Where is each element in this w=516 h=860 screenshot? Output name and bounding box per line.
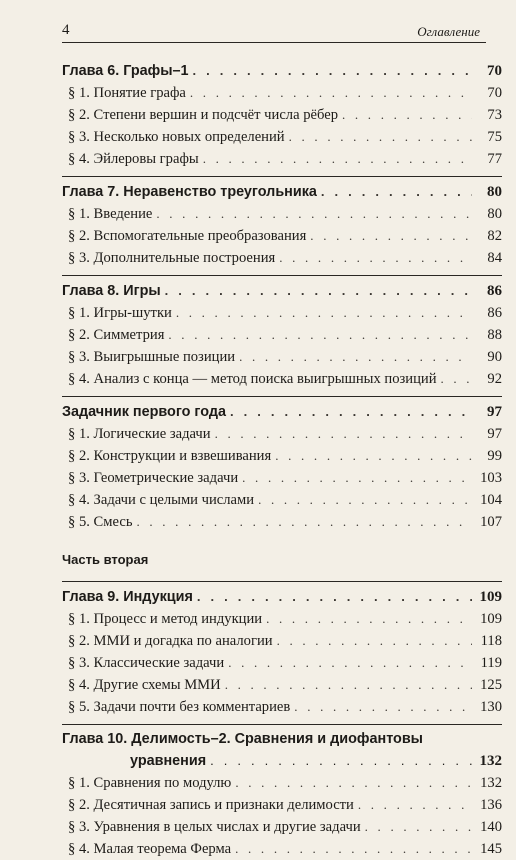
- section-page: 119: [480, 655, 502, 671]
- section-page: 136: [480, 797, 502, 813]
- toc-chapter-6[interactable]: [62, 60, 502, 82]
- chapter-divider: [62, 275, 502, 276]
- dot-leader: [203, 148, 472, 170]
- chapter-title-line-1: Глава 10. Делимость–2. Сравнения и диофантовы: [62, 731, 423, 747]
- section-page: 125: [480, 677, 502, 693]
- dot-leader: [242, 467, 472, 489]
- toc-section[interactable]: [62, 630, 502, 652]
- toc-chapter-9[interactable]: [62, 586, 502, 608]
- toc-section[interactable]: [62, 104, 502, 126]
- dot-leader: [365, 816, 472, 838]
- section-title: § 2. ММИ и догадка по аналогии: [68, 633, 273, 649]
- dot-leader: [294, 696, 472, 718]
- dot-leader: [275, 445, 472, 467]
- section-title: § 1. Процесс и метод индукции: [68, 611, 263, 627]
- section-title: § 2. Десятичная запись и признаки делимости: [68, 797, 354, 813]
- dot-leader: [230, 401, 472, 423]
- chapter-page: 132: [479, 753, 502, 769]
- chapter-divider: [62, 396, 502, 397]
- chapter-divider: [62, 581, 502, 582]
- chapter-divider: [62, 724, 502, 725]
- toc-chapter-10[interactable]: [62, 729, 502, 772]
- toc-section[interactable]: [62, 674, 502, 696]
- section-page: 92: [487, 371, 502, 387]
- chapter-page: 86: [487, 283, 502, 299]
- section-title: § 3. Классические задачи: [68, 655, 225, 671]
- toc-section[interactable]: [62, 247, 502, 269]
- chapter-title: Глава 6. Графы–1: [62, 63, 189, 79]
- toc-section[interactable]: [62, 838, 502, 860]
- section-title: § 4. Малая теорема Ферма: [68, 841, 232, 857]
- section-title: § 1. Логические задачи: [68, 426, 211, 442]
- section-page: 103: [480, 470, 502, 486]
- section-title: § 2. Степени вершин и подсчёт числа рёбер: [68, 107, 338, 123]
- part-heading: Часть вторая: [62, 552, 149, 567]
- toc-chapter-7[interactable]: [62, 181, 502, 203]
- toc-section[interactable]: [62, 467, 502, 489]
- toc-section[interactable]: [62, 203, 502, 225]
- dot-leader: [310, 225, 472, 247]
- toc-section[interactable]: [62, 324, 502, 346]
- section-title: § 1. Игры-шутки: [68, 305, 172, 321]
- dot-leader: [228, 652, 472, 674]
- section-title: § 4. Задачи с целыми числами: [68, 492, 255, 508]
- chapter-title: Задачник первого года: [62, 404, 226, 420]
- section-title: § 1. Сравнения по модулю: [68, 775, 232, 791]
- page-number: 4: [62, 22, 70, 38]
- dot-leader: [289, 126, 472, 148]
- section-page: 130: [480, 699, 502, 715]
- toc-section[interactable]: [62, 346, 502, 368]
- toc-section[interactable]: [62, 445, 502, 467]
- dot-leader: [235, 838, 472, 860]
- section-title: § 5. Задачи почти без комментариев: [68, 699, 291, 715]
- page-header: [62, 22, 486, 43]
- running-title: Оглавление: [417, 24, 480, 39]
- chapter-page: 109: [479, 589, 502, 605]
- section-title: § 4. Эйлеровы графы: [68, 151, 199, 167]
- dot-leader: [215, 423, 472, 445]
- toc-section[interactable]: [62, 794, 502, 816]
- section-page: 70: [487, 85, 502, 101]
- section-title: § 2. Конструкции и взвешивания: [68, 448, 272, 464]
- section-title: § 3. Дополнительные построения: [68, 250, 276, 266]
- dot-leader: [136, 511, 472, 533]
- section-page: 145: [480, 841, 502, 857]
- chapter-title: Глава 8. Игры: [62, 283, 161, 299]
- section-page: 99: [487, 448, 502, 464]
- toc-section[interactable]: [62, 511, 502, 533]
- toc-section[interactable]: [62, 368, 502, 390]
- dot-leader: [197, 586, 472, 608]
- dot-leader: [225, 674, 472, 696]
- section-page: 84: [487, 250, 502, 266]
- section-page: 118: [480, 633, 502, 649]
- toc-section[interactable]: [62, 148, 502, 170]
- dot-leader: [239, 346, 472, 368]
- section-page: 90: [487, 349, 502, 365]
- dot-leader: [358, 794, 472, 816]
- chapter-divider: [62, 176, 502, 177]
- dot-leader: [321, 181, 472, 203]
- section-page: 140: [480, 819, 502, 835]
- section-page: 86: [487, 305, 502, 321]
- dot-leader: [235, 772, 472, 794]
- section-page: 77: [487, 151, 502, 167]
- dot-leader: [193, 60, 472, 82]
- chapter-page: 80: [487, 184, 502, 200]
- section-page: 82: [487, 228, 502, 244]
- dot-leader: [266, 608, 472, 630]
- section-page: 75: [487, 129, 502, 145]
- toc-section[interactable]: [62, 772, 502, 794]
- toc-section[interactable]: [62, 423, 502, 445]
- dot-leader: [277, 630, 472, 652]
- section-page: 109: [480, 611, 502, 627]
- section-title: § 5. Смесь: [68, 514, 133, 530]
- chapter-page: 97: [487, 404, 502, 420]
- dot-leader: [210, 750, 472, 771]
- section-title: § 4. Анализ с конца — метод поиска выигрышных позиций: [68, 371, 437, 387]
- section-title: § 3. Несколько новых определений: [68, 129, 285, 145]
- section-page: 88: [487, 327, 502, 343]
- toc-section[interactable]: [62, 225, 502, 247]
- toc-section[interactable]: [62, 608, 502, 630]
- toc-section[interactable]: [62, 302, 502, 324]
- toc-section[interactable]: [62, 816, 502, 838]
- toc-problem-book[interactable]: [62, 401, 502, 423]
- section-page: 80: [487, 206, 502, 222]
- section-page: 97: [487, 426, 502, 442]
- section-title: § 1. Введение: [68, 206, 153, 222]
- section-page: 132: [480, 775, 502, 791]
- dot-leader: [190, 82, 472, 104]
- section-page: 73: [487, 107, 502, 123]
- dot-leader: [258, 489, 472, 511]
- toc-section[interactable]: [62, 696, 502, 718]
- section-title: § 2. Симметрия: [68, 327, 165, 343]
- chapter-title: Глава 9. Индукция: [62, 589, 193, 605]
- toc-section[interactable]: [62, 126, 502, 148]
- section-title: § 3. Уравнения в целых числах и другие задачи: [68, 819, 361, 835]
- dot-leader: [279, 247, 472, 269]
- table-of-contents: [62, 60, 502, 860]
- dot-leader: [168, 324, 472, 346]
- toc-chapter-8[interactable]: [62, 280, 502, 302]
- chapter-page: 70: [487, 63, 502, 79]
- toc-section[interactable]: [62, 652, 502, 674]
- toc-section[interactable]: [62, 82, 502, 104]
- dot-leader: [156, 203, 472, 225]
- section-page: 104: [480, 492, 502, 508]
- dot-leader: [441, 368, 473, 390]
- chapter-title: Глава 7. Неравенство треугольника: [62, 184, 317, 200]
- chapter-title-line-2: уравнения: [130, 753, 207, 769]
- section-page: 107: [480, 514, 502, 530]
- section-title: § 4. Другие схемы ММИ: [68, 677, 221, 693]
- section-title: § 3. Выигрышные позиции: [68, 349, 236, 365]
- toc-section[interactable]: [62, 489, 502, 511]
- dot-leader: [176, 302, 472, 324]
- dot-leader: [165, 280, 472, 302]
- section-title: § 2. Вспомогательные преобразования: [68, 228, 307, 244]
- section-title: § 1. Понятие графа: [68, 85, 186, 101]
- section-title: § 3. Геометрические задачи: [68, 470, 239, 486]
- dot-leader: [342, 104, 472, 126]
